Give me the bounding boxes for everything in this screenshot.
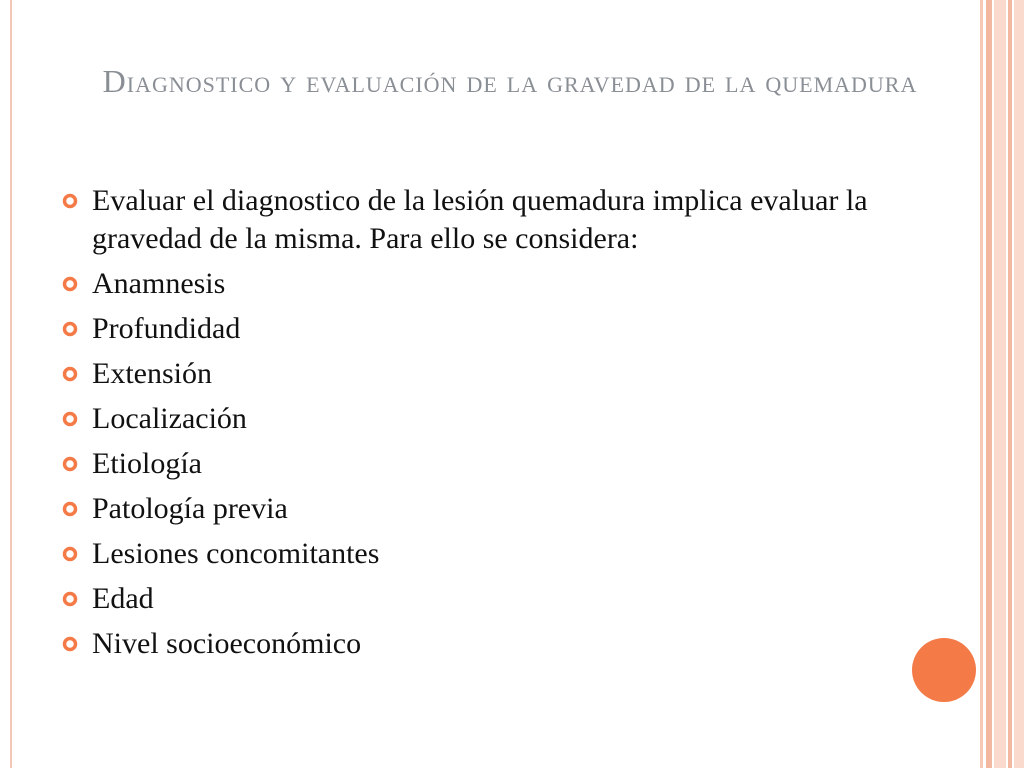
list-item: [62, 310, 882, 348]
right-stripe: [980, 0, 983, 768]
circle-bullet-icon: [62, 591, 78, 607]
list-item-text: Profundidad: [92, 312, 241, 345]
list-item-text: Anamnesis: [92, 267, 226, 300]
list-item: [62, 625, 882, 663]
circle-bullet-icon: [62, 193, 78, 209]
circle-bullet-icon: [62, 276, 78, 292]
circle-bullet-icon: [62, 456, 78, 472]
list-item-text: Lesiones concomitantes: [92, 537, 380, 570]
list-item-text: Edad: [92, 582, 154, 615]
list-item: [62, 182, 882, 258]
circle-bullet-icon: [62, 321, 78, 337]
slide-title: Diagnostico y evaluación de la gravedad de la quemadura: [102, 63, 918, 99]
list-item: [62, 490, 882, 528]
list-item-text: Localización: [92, 402, 247, 435]
list-item: [62, 265, 882, 303]
list-item-text: Nivel socioeconómico: [92, 627, 362, 660]
right-stripe: [1014, 0, 1024, 768]
right-stripe: [986, 0, 992, 768]
circle-bullet-icon: [62, 366, 78, 382]
right-stripe: [1008, 0, 1012, 768]
list-item: [62, 445, 882, 483]
list-item-text: Etiología: [92, 447, 202, 480]
left-border-line: [10, 0, 12, 768]
decorative-circle: [912, 638, 976, 702]
list-item: [62, 535, 882, 573]
bullet-list: [62, 182, 882, 670]
list-item-text: Evaluar el diagnostico de la lesión quemadura implica evaluar la gravedad de la misma. Para ello se considera:: [92, 184, 868, 255]
list-item: [62, 580, 882, 618]
circle-bullet-icon: [62, 501, 78, 517]
list-item: [62, 355, 882, 393]
circle-bullet-icon: [62, 636, 78, 652]
list-item-text: Extensión: [92, 357, 212, 390]
list-item: [62, 400, 882, 438]
right-stripe: [994, 0, 1006, 768]
circle-bullet-icon: [62, 411, 78, 427]
circle-bullet-icon: [62, 546, 78, 562]
list-item-text: Patología previa: [92, 492, 288, 525]
